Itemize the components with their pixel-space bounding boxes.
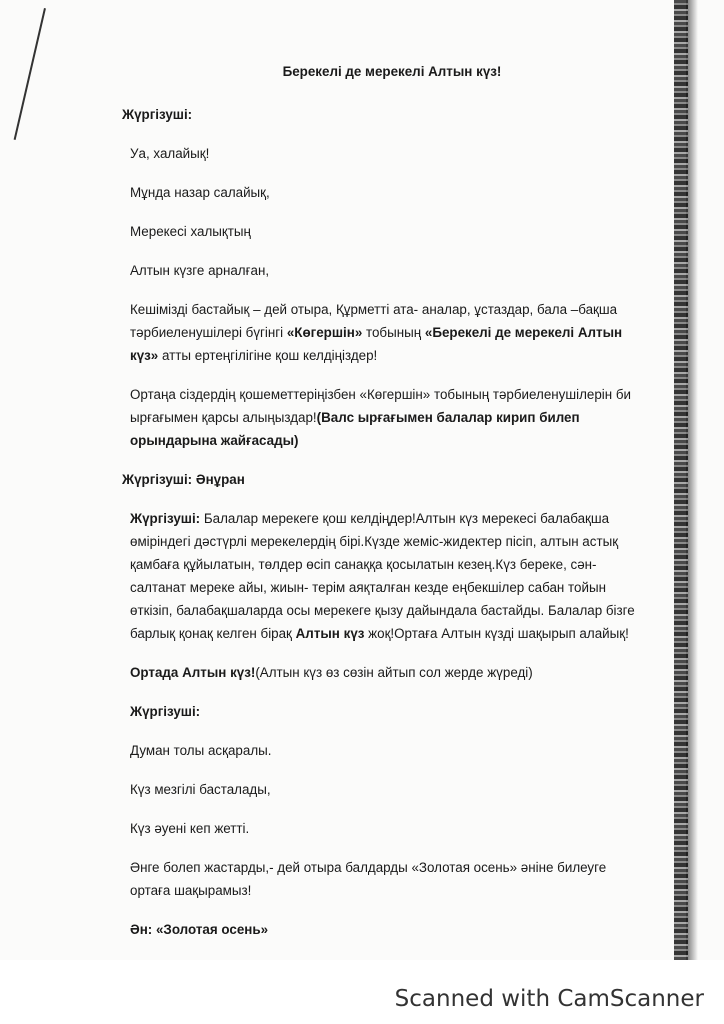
welcome-paragraph: Кешімізді бастайық – дей отыра, Құрметті ата- аналар, ұстаздар, бала –бақша тәрбиеленушілері бүгінгі «Көгершін» тобының «Берекелі де мерекелі Алтын күз» атты ертеңгілігіне қош келдіңіздер! bbox=[130, 302, 623, 363]
waltz-paragraph: Ортаңа сіздердің қошеметтеріңізбен «Көгершін» тобының тәрбиеленушілерін би ырғағымен қарсы алыңыздар!(Валс ырғағымен балалар кирип билеп орындарына жайғасады) bbox=[130, 387, 632, 448]
verse-line: Мерекесі халықтың bbox=[130, 224, 251, 239]
document-body bbox=[122, 60, 642, 957]
verse-line: Мұнда назар салайық, bbox=[130, 185, 270, 200]
autumn-entry-paragraph: Ортада Алтын күз!(Алтын күз өз сөзін айтып сол жерде жүреді) bbox=[130, 665, 533, 680]
presenter-label: Жүргізуші: bbox=[122, 107, 193, 122]
verse-line: Алтын күзге арналған, bbox=[130, 263, 270, 278]
verse-line: Күз әуені кеп жетті. bbox=[130, 821, 250, 836]
anthem-heading: Жүргізуші: Әнұран bbox=[122, 472, 245, 487]
verse-line: Уа, халайық! bbox=[130, 146, 210, 161]
document-title: Берекелі де мерекелі Алтын күз! bbox=[282, 64, 502, 79]
song-heading: Ән: «Золотая осень» bbox=[130, 922, 269, 937]
scanner-watermark: Scanned with CamScanner bbox=[394, 986, 704, 1012]
verse-line: Думан толы асқаралы. bbox=[130, 743, 272, 758]
page-fold-mark bbox=[14, 8, 46, 140]
song-invite-paragraph: Әнге болеп жастарды,- дей отыра балдарды «Золотая осень» әніне билеуге ортаға шақырамыз! bbox=[130, 860, 607, 898]
page-edge-scan-noise bbox=[674, 0, 688, 960]
presenter-label: Жүргізуші: bbox=[130, 704, 201, 719]
intro-paragraph: Жүргізуші: Балалар мерекеге қош келдіңдер!Алтын күз мерекесі балабақша өміріндегі дәстүрлі мерекелердің бірі.Күзде жеміс-жидектер пісіп, алтын астық қамбаға құйылатын, төлдер өсіп санаққа қосылатын кезең.Күз береке, сән- салтанат мереке айы, жиын- терім аяқталған кезде еңбекшілер сабан тойын өткізіп, балабақшаларда осы мерекеге қызу дайындала бастайды. Балалар бізге барлық қонақ келген бірақ Алтын күз жоқ!Ортаға Алтын күзді шақырып алайық! bbox=[130, 511, 635, 641]
verse-line: Күз мезгілі басталады, bbox=[130, 782, 271, 797]
